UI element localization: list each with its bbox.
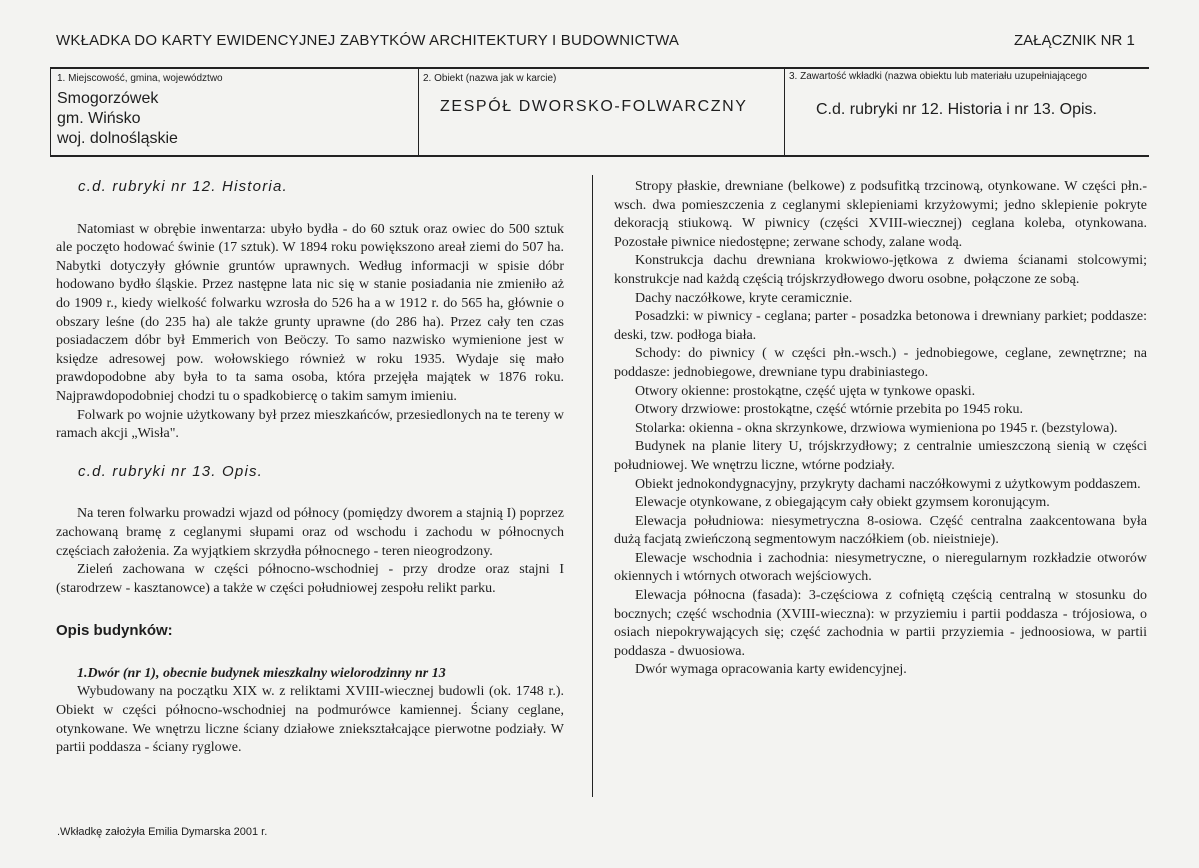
right-paragraph: Elewacje otynkowane, z obiegającym cały obiekt gzymsem koronującym. bbox=[635, 495, 1050, 511]
description-heading: c.d. rubryki nr 13. Opis. bbox=[78, 462, 264, 480]
location-town: Smogorzówek bbox=[57, 90, 159, 107]
right-paragraph: Konstrukcja dachu drewniana krokwiowo-jętkowa z dwiema ścianami stolcowymi; konstrukcje nad każdą częścią trójskrzydłowego dworu osobne, połączone ze sobą. bbox=[614, 253, 1147, 287]
right-paragraph: Budynek na planie litery U, trójskrzydłowy; z centralnie umieszczoną sienią w części południowej. We wnętrzu liczne, wtórne podziały. bbox=[614, 439, 1147, 473]
object-label: 2. Obiekt (nazwa jak w karcie) bbox=[423, 73, 557, 84]
content-label: 3. Zawartość wkładki (nazwa obiektu lub materiału uzupełniającego bbox=[789, 71, 1087, 82]
table-top-rule bbox=[50, 67, 1149, 69]
object-value: ZESPÓŁ DWORSKO-FOLWARCZNY bbox=[440, 98, 748, 115]
location-label: 1. Miejscowość, gmina, województwo bbox=[57, 73, 223, 84]
table-left-rule bbox=[50, 67, 51, 156]
annex-number: ZAŁĄCZNIK NR 1 bbox=[1014, 32, 1135, 49]
location-commune: gm. Wińsko bbox=[57, 110, 141, 127]
right-paragraph: Stolarka: okienna - okna skrzynkowe, drzwiowa wymieniona po 1945 r. (bezstylowa). bbox=[635, 420, 1118, 436]
description-paragraph: Na teren folwarku prowadzi wjazd od północy (pomiędzy dworem a stajnią I) poprzez zachowaną bramę z ceglanymi słupami oraz od wschodu i zachodu w północnych częściach założenia. Za wyjątkiem skrzydła północnego - teren nieogrodzony. bbox=[56, 506, 564, 559]
content-value: C.d. rubryki nr 12. Historia i nr 13. Opis. bbox=[816, 101, 1097, 118]
footer-author: .Wkładkę założyła Emilia Dymarska 2001 r. bbox=[57, 826, 268, 838]
right-paragraph: Posadzki: w piwnicy - ceglana; parter - posadzka betonowa i drewniany parkiet; poddasze: deski, tzw. podłoga biała. bbox=[614, 309, 1147, 343]
right-paragraph: Dachy naczółkowe, kryte ceramicznie. bbox=[635, 290, 853, 306]
right-paragraph: Schody: do piwnicy ( w części płn.-wsch.) - jednobiegowe, ceglane, zewnętrzne; na poddasze: jednobiegowe, drewniane typu drabiniastego. bbox=[614, 346, 1147, 380]
history-paragraph: Folwark po wojnie użytkowany był przez mieszkańców, przesiedlonych na te tereny w ramach akcji „Wisła". bbox=[56, 407, 564, 442]
location-voivodeship: woj. dolnośląskie bbox=[57, 130, 178, 147]
history-paragraph: Natomiast w obrębie inwentarza: ubyło bydła - do 60 sztuk oraz owiec do 500 sztuk ale poczęto hodować świnie (17 sztuk). W 1894 roku powiększono areał ziemi do 507 ha. Nabytki dotyczyły głównie gruntów uprawnych. Według informacji w spisie dóbr hodowano bydło śląskie. Przez następne lata nic się w stanie posiadania nie zmieniło aż do 1909 r., kiedy wielkość folwarku wzrosła do 526 ha a w 1912 r. do 565 ha, głównie o obszary leśne (do 235 ha) ale także grunty uprawne (do 286 ha). Przez cały ten czas posiadaczem dóbr był Emmerich von Beöczy. To samo nazwisko wymienione jest w księdze adresowej pow. wołowskiego również w roku 1935. Wydaje się mało prawdopodobne aby była to ta sama osoba, która przejęła majątek w 1876 roku. Najprawdopodobniej chodzi tu o spadkobiercę o takim samym imieniu. bbox=[56, 221, 564, 404]
right-paragraph: Elewacja północna (fasada): 3-częściowa z cofniętą częścią centralną w stosunku do bocznych; część wschodnia (XVIII-wieczna): w przyziemiu i partii poddasza - trójosiowa, o osiach niepokrywających się; część zachodnia w partii przyziemia - jednoosiowa, w partii poddasza - dwuosiowa. bbox=[614, 588, 1147, 659]
right-paragraph: Stropy płaskie, drewniane (belkowe) z podsufitką trzcinową, otynkowane. W części płn.-wsch. dwa pomieszczenia z ceglanymi sklepieniami krzyżowymi; jedno sklepienie pokryte dekoracją stiukową. W piwnicy (części XVIII-wiecznej) ceglana koleba, otynkowana. Pozostałe piwnice niedostępne; zerwane schody, zalane wodą. bbox=[614, 179, 1147, 250]
form-title: WKŁADKA DO KARTY EWIDENCYJNEJ ZABYTKÓW ARCHITEKTURY I BUDOWNICTWA bbox=[56, 32, 680, 49]
right-paragraph: Dwór wymaga opracowania karty ewidencyjnej. bbox=[635, 662, 907, 678]
buildings-heading: Opis budynków: bbox=[56, 622, 173, 640]
right-paragraph: Otwory okienne: prostokątne, część ujęta w tynkowe opaski. bbox=[635, 383, 976, 399]
left-column bbox=[56, 178, 564, 758]
column-divider bbox=[592, 175, 593, 797]
right-paragraph: Elewacje wschodnia i zachodnia: niesymetryczne, o nieregularnym rozkładzie otworów okiennych i wtórnych otworach wejściowych. bbox=[614, 550, 1147, 585]
right-paragraph: Obiekt jednokondygnacyjny, przykryty dachami naczółkowymi z użytkowym poddaszem. bbox=[635, 476, 1141, 492]
right-column bbox=[614, 178, 1147, 680]
building-1-heading: 1.Dwór (nr 1), obecnie budynek mieszkalny wielorodzinny nr 13 bbox=[77, 665, 446, 681]
right-paragraph: Otwory drzwiowe: prostokątne, część wtórnie przebita po 1945 roku. bbox=[635, 402, 1023, 418]
description-paragraph: Zieleń zachowana w części północno-wschodniej - przy drodze oraz stajni I (starodrzew - kasztanowce) a także w części południowej zespołu relikt parku. bbox=[56, 562, 564, 596]
location-values bbox=[57, 89, 178, 149]
right-paragraph: Elewacja południowa: niesymetryczna 8-osiowa. Część centralna zaakcentowana była dużą facjatą zwieńczoną segmentowym naczółkiem (ob. nieistnieje). bbox=[614, 513, 1147, 548]
table-divider-2 bbox=[784, 67, 785, 156]
building-1-paragraph: Wybudowany na początku XIX w. z reliktami XVIII-wiecznej budowli (ok. 1748 r.). Obiekt w części północno-wschodniej na podmurówce kamiennej. Ściany ceglane, otynkowane. We wnętrzu liczne ściany działowe zniekształcające pierwotne podziały. W partii poddasza - ściany ryglowe. bbox=[56, 684, 564, 756]
history-heading: c.d. rubryki nr 12. Historia. bbox=[78, 178, 288, 195]
table-divider-1 bbox=[418, 67, 419, 156]
table-bottom-rule bbox=[50, 155, 1149, 157]
